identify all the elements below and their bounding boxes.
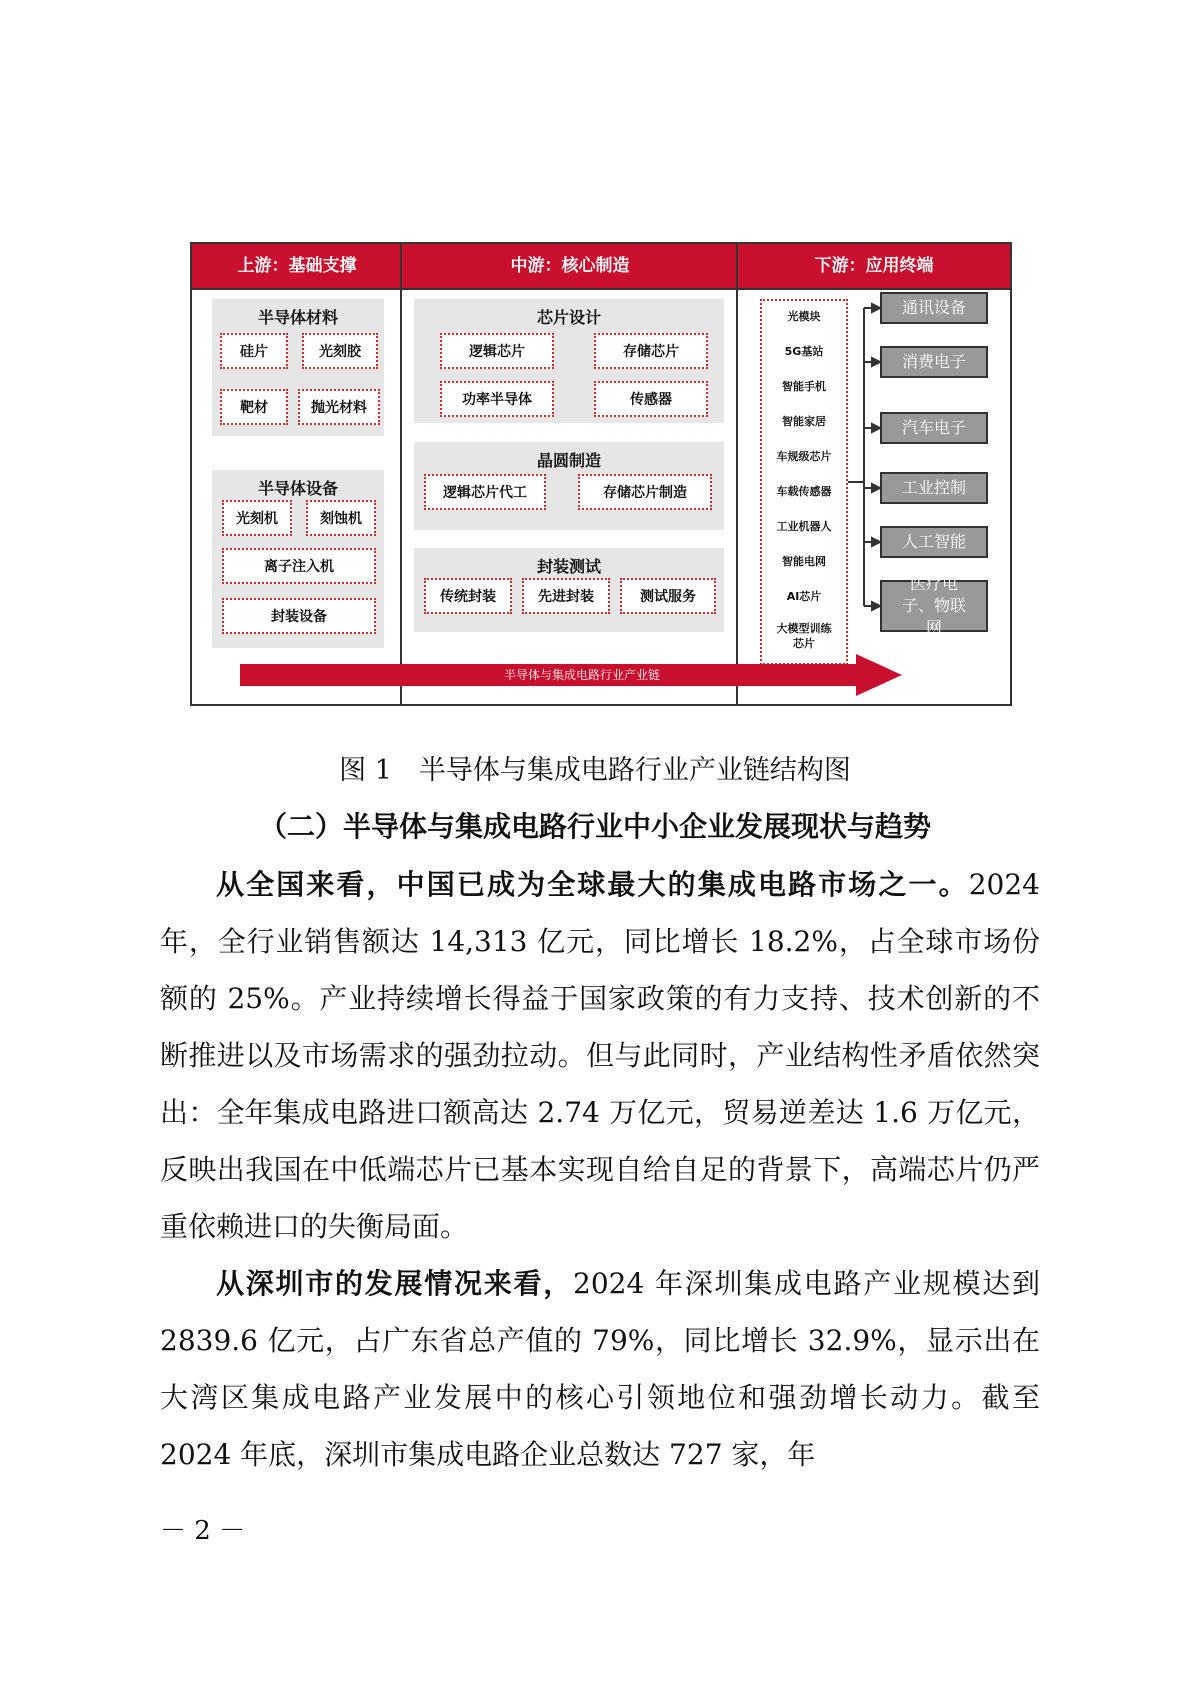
paragraph-body: 2024 年深圳集成电路产业规模达到 2839.6 亿元，占广东省总产值的 79%，同比增长 32.9%，显示出在大湾区集成电路产业发展中的核心引领地位和强劲增长动力。截至 2024 年底，深圳市集成电路企业总数达 727 家，年	[160, 1267, 1040, 1471]
item-box: 光刻机	[222, 500, 292, 536]
item-box: 存储芯片制造	[578, 474, 712, 510]
application-item: 5G基站	[784, 345, 824, 358]
header-upstream: 上游：基础支撑	[237, 256, 357, 276]
application-item: 智能电网	[782, 555, 826, 568]
item-box: 刻蚀机	[306, 500, 376, 536]
item-box: 光刻胶	[302, 333, 378, 369]
item-box: 测试服务	[620, 578, 716, 614]
sector-box: 工业控制	[880, 472, 988, 504]
sector-box: 汽车电子	[880, 412, 988, 444]
figure-caption: 图 1 半导体与集成电路行业产业链结构图	[339, 755, 851, 786]
application-item: 光模块	[787, 310, 821, 323]
item-box: 逻辑芯片代工	[424, 474, 546, 510]
paragraph-shenzhen	[160, 1255, 1040, 1483]
sector-box: 消费电子	[880, 346, 988, 378]
sector-box: 人工智能	[880, 526, 988, 558]
item-box: 靶材	[220, 389, 288, 425]
section-subheading: （二）半导体与集成电路行业中小企业发展现状与趋势	[258, 810, 931, 843]
application-item: 车载传感器	[776, 485, 832, 498]
item-box: 传感器	[594, 381, 708, 417]
paragraph-lead: 从深圳市的发展情况来看，	[216, 1267, 574, 1300]
page-number: － 2 －	[160, 1516, 246, 1546]
item-box: 先进封装	[522, 578, 610, 614]
item-box: 存储芯片	[594, 333, 708, 369]
item-box: 逻辑芯片	[440, 333, 554, 369]
sector-box: 医疗电子、物联网	[880, 580, 988, 632]
industry-chain-figure	[190, 242, 1012, 706]
paragraph-national	[160, 856, 1040, 1255]
sector-box: 通讯设备	[880, 292, 988, 324]
application-item: 智能家居	[782, 415, 826, 428]
group-title: 封装测试	[536, 557, 601, 576]
paragraph-lead: 从全国来看，中国已成为全球最大的集成电路市场之一。	[216, 868, 969, 901]
application-item: AI芯片	[786, 590, 822, 603]
group-title: 芯片设计	[536, 308, 601, 327]
item-box: 功率半导体	[440, 381, 554, 417]
application-item: 大模型训练芯片	[776, 622, 832, 650]
application-item: 车规级芯片	[776, 450, 832, 463]
item-box: 封装设备	[222, 598, 376, 634]
header-midstream: 中游：核心制造	[510, 256, 630, 276]
header-downstream: 下游：应用终端	[814, 256, 934, 276]
paragraph-body: 2024 年，全行业销售额达 14,313 亿元，同比增长 18.2%，占全球市场份额的 25%。产业持续增长得益于国家政策的有力支持、技术创新的不断推进以及市场需求的强劲拉动。但与此同时，产业结构性矛盾依然突出：全年集成电路进口额高达 2.74 万亿元，贸易逆差达 1.6 万亿元，反映出我国在中低端芯片已基本实现自给自足的背景下，高端芯片仍严重依赖进口的失衡局面。	[160, 868, 1040, 1243]
group-title: 晶圆制造	[536, 451, 601, 470]
application-item: 智能手机	[782, 380, 826, 393]
item-box: 硅片	[220, 333, 288, 369]
group-title: 半导体材料	[257, 308, 338, 327]
item-box: 离子注入机	[222, 548, 376, 584]
application-item: 工业机器人	[776, 520, 832, 533]
chain-label: 半导体与集成电路行业产业链	[503, 668, 660, 682]
group-title: 半导体设备	[257, 479, 338, 498]
item-box: 抛光材料	[298, 389, 380, 425]
item-box: 传统封装	[424, 578, 512, 614]
